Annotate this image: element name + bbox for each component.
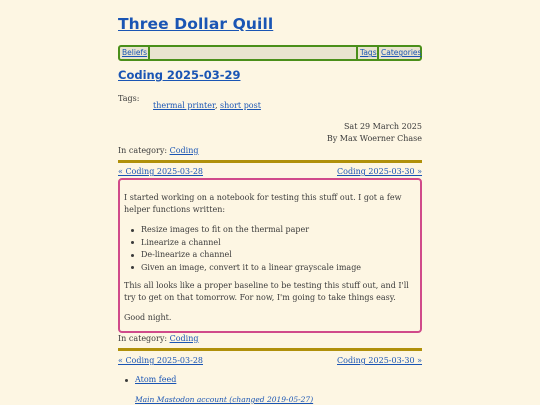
nav-bar [118,45,422,61]
helper-function-list [124,224,414,274]
nav-categories-link[interactable]: Categories [381,48,422,57]
prev-post-link[interactable]: « Coding 2025-03-28 [118,167,203,176]
paragraph: Good night. [124,313,172,322]
category-coding-link[interactable]: Coding [169,334,199,343]
nav-separator [148,47,150,59]
atom-feed-link[interactable]: Atom feed [135,375,177,384]
category-line [118,334,198,343]
post-date: Sat 29 March 2025 [343,122,422,131]
list-item: Resize images to fit on the thermal paper [124,224,414,237]
nav-separator [377,47,379,59]
next-post-link[interactable]: Coding 2025-03-30 » [337,167,422,176]
prev-post-link[interactable]: « Coding 2025-03-28 [118,356,203,365]
category-line [118,146,198,155]
list-item: De-linearize a channel [124,249,414,262]
tags-list [153,101,261,110]
paragraph: I started working on a notebook for testing this stuff out. I got a few helper functions written: [124,193,402,214]
next-post-link[interactable]: Coding 2025-03-30 » [337,356,422,365]
post-author: By Max Woerner Chase [326,134,422,143]
mastodon-account-link[interactable]: Main Mastodon account (changed 2019-05-27) [135,395,314,404]
divider [118,348,422,351]
divider [118,160,422,163]
tag-thermal-printer-link[interactable]: thermal printer [153,101,215,110]
category-prefix: In category: [118,334,168,343]
list-item: Given an image, convert it to a linear grayscale image [124,262,414,275]
tag-separator: , [214,101,221,110]
tags-label: Tags: [118,94,140,103]
category-prefix: In category: [118,146,168,155]
nav-tags-link[interactable]: Tags [360,48,377,57]
post-title-link[interactable]: Coding 2025-03-29 [118,68,241,82]
nav-beliefs-link[interactable]: Beliefs [122,48,148,57]
post-content [118,178,422,333]
tag-short-post-link[interactable]: short post [220,101,261,110]
site-title-link[interactable]: Three Dollar Quill [118,15,274,33]
category-coding-link[interactable]: Coding [169,146,199,155]
list-item: Linearize a channel [124,237,414,250]
nav-separator [356,47,358,59]
footer-links [118,375,176,384]
list-item [118,375,176,384]
paragraph: This all looks like a proper baseline to be testing this stuff out, and I'll try to get on that tomorrow. For now, I'm going to take things easy. [124,281,409,302]
